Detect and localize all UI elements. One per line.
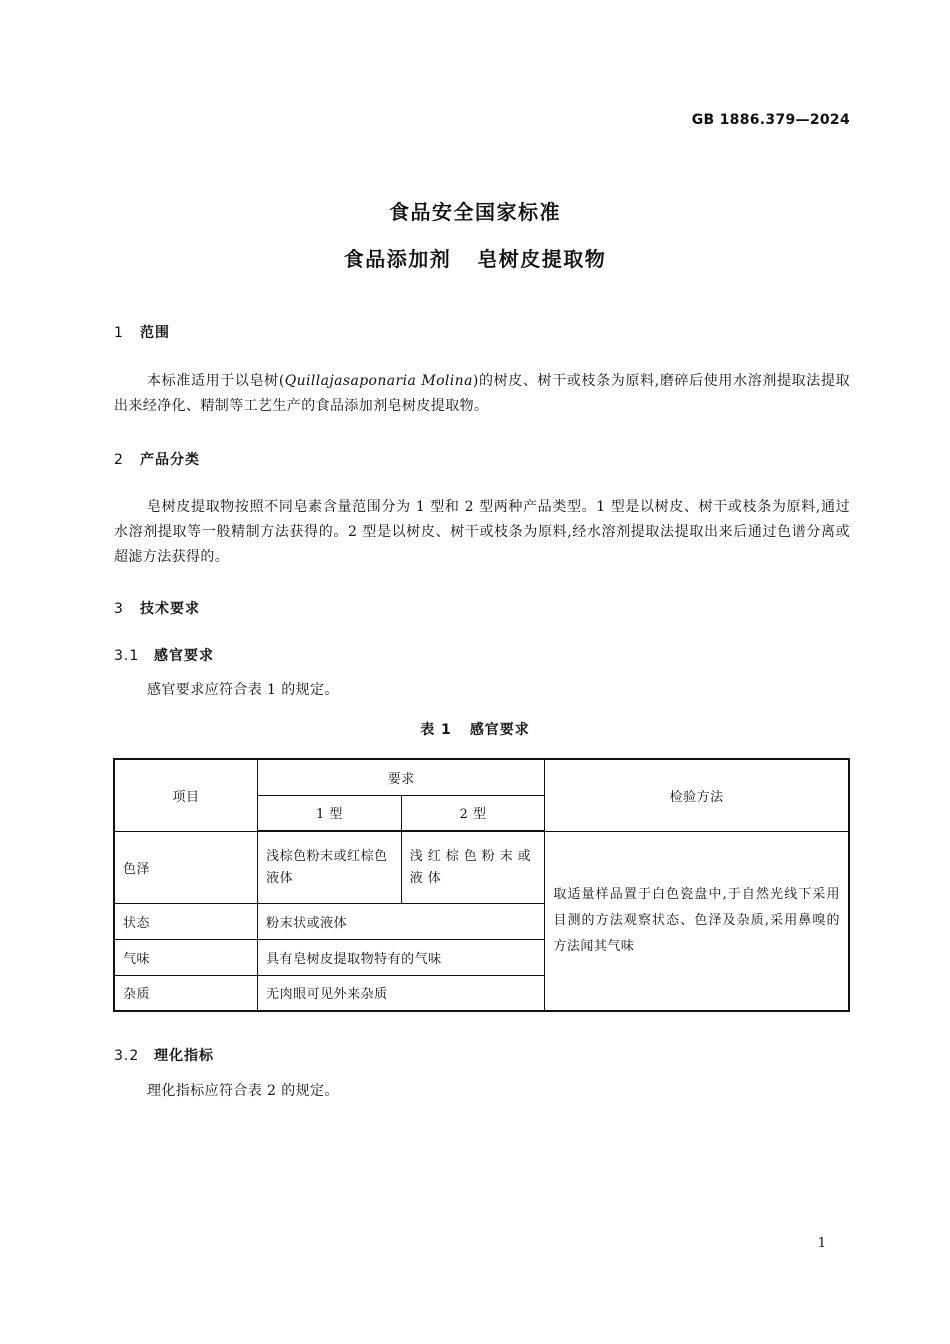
section-3-1-paragraph: 感官要求应符合表 1 的规定。 <box>147 682 339 698</box>
subsection-number: 3.2 <box>114 1048 140 1064</box>
table-row <box>114 831 849 903</box>
subtitle-part2: 皂树皮提取物 <box>477 247 607 271</box>
table-title: 感官要求 <box>469 722 530 738</box>
row-item: 气味 <box>114 939 258 975</box>
document-subtitle <box>0 243 950 272</box>
table-number: 表 1 <box>420 722 452 738</box>
header-item: 项目 <box>114 759 258 831</box>
section-2-heading <box>114 449 200 469</box>
subtitle-part1: 食品添加剂 <box>343 247 452 271</box>
section-number: 2 <box>114 452 124 468</box>
row-type-2-value: 浅红棕色粉末或液体 <box>401 831 545 903</box>
subsection-title: 感官要求 <box>154 648 214 664</box>
row-merged-value: 具有皂树皮提取物特有的气味 <box>258 939 545 975</box>
row-merged-value: 粉末状或液体 <box>258 903 545 939</box>
header-type-2: 2 型 <box>401 795 545 831</box>
subsection-title: 理化指标 <box>154 1048 214 1064</box>
header-method: 检验方法 <box>545 759 849 831</box>
section-1-paragraph <box>114 369 850 419</box>
row-item: 杂质 <box>114 975 258 1011</box>
section-1-heading <box>114 322 170 342</box>
section-3-heading <box>114 598 200 618</box>
section-number: 1 <box>114 325 124 341</box>
subsection-number: 3.1 <box>114 648 140 664</box>
section-3-2-paragraph: 理化指标应符合表 2 的规定。 <box>147 1083 339 1099</box>
sensory-requirements-table <box>113 758 850 1012</box>
table-1-caption <box>0 719 950 739</box>
inspection-method: 取适量样品置于白色瓷盘中,于自然光线下采用目测的方法观察状态、色泽及杂质,采用鼻嗅的方法闻其气味 <box>545 831 849 1011</box>
section-title: 产品分类 <box>140 452 200 468</box>
paragraph-text: )的树皮、树干或枝条为原料,磨碎后使用水溶剂提取法提取出来经净化、精制等工艺生产的食品添加剂皂树皮提取物。 <box>114 373 851 414</box>
header-type-1: 1 型 <box>258 795 402 831</box>
section-title: 范围 <box>140 325 170 341</box>
header-requirement: 要求 <box>258 759 545 795</box>
document-title: 食品安全国家标准 <box>389 200 561 224</box>
section-3-1-heading <box>114 645 214 665</box>
row-item: 状态 <box>114 903 258 939</box>
row-type-1-value: 浅棕色粉末或红棕色液体 <box>258 831 402 903</box>
section-number: 3 <box>114 601 124 617</box>
section-2-paragraph: 皂树皮提取物按照不同皂素含量范围分为 1 型和 2 型两种产品类型。1 型是以树皮、树干或枝条为原料,通过水溶剂提取等一般精制方法获得的。2 型是以树皮、树干或枝条为原料,经水溶剂提取法提取出来后通过色谱分离或超滤方法获得的。 <box>114 499 850 565</box>
paragraph-text: 本标准适用于以皂树( <box>147 373 285 389</box>
section-title: 技术要求 <box>140 601 200 617</box>
row-merged-value: 无肉眼可见外来杂质 <box>258 975 545 1011</box>
section-3-2-heading <box>114 1045 214 1065</box>
row-item: 色泽 <box>114 831 258 903</box>
latin-name: Quillajasaponaria Molina <box>284 373 473 389</box>
standard-code: GB 1886.379—2024 <box>691 112 850 128</box>
page-number: 1 <box>817 1236 826 1251</box>
